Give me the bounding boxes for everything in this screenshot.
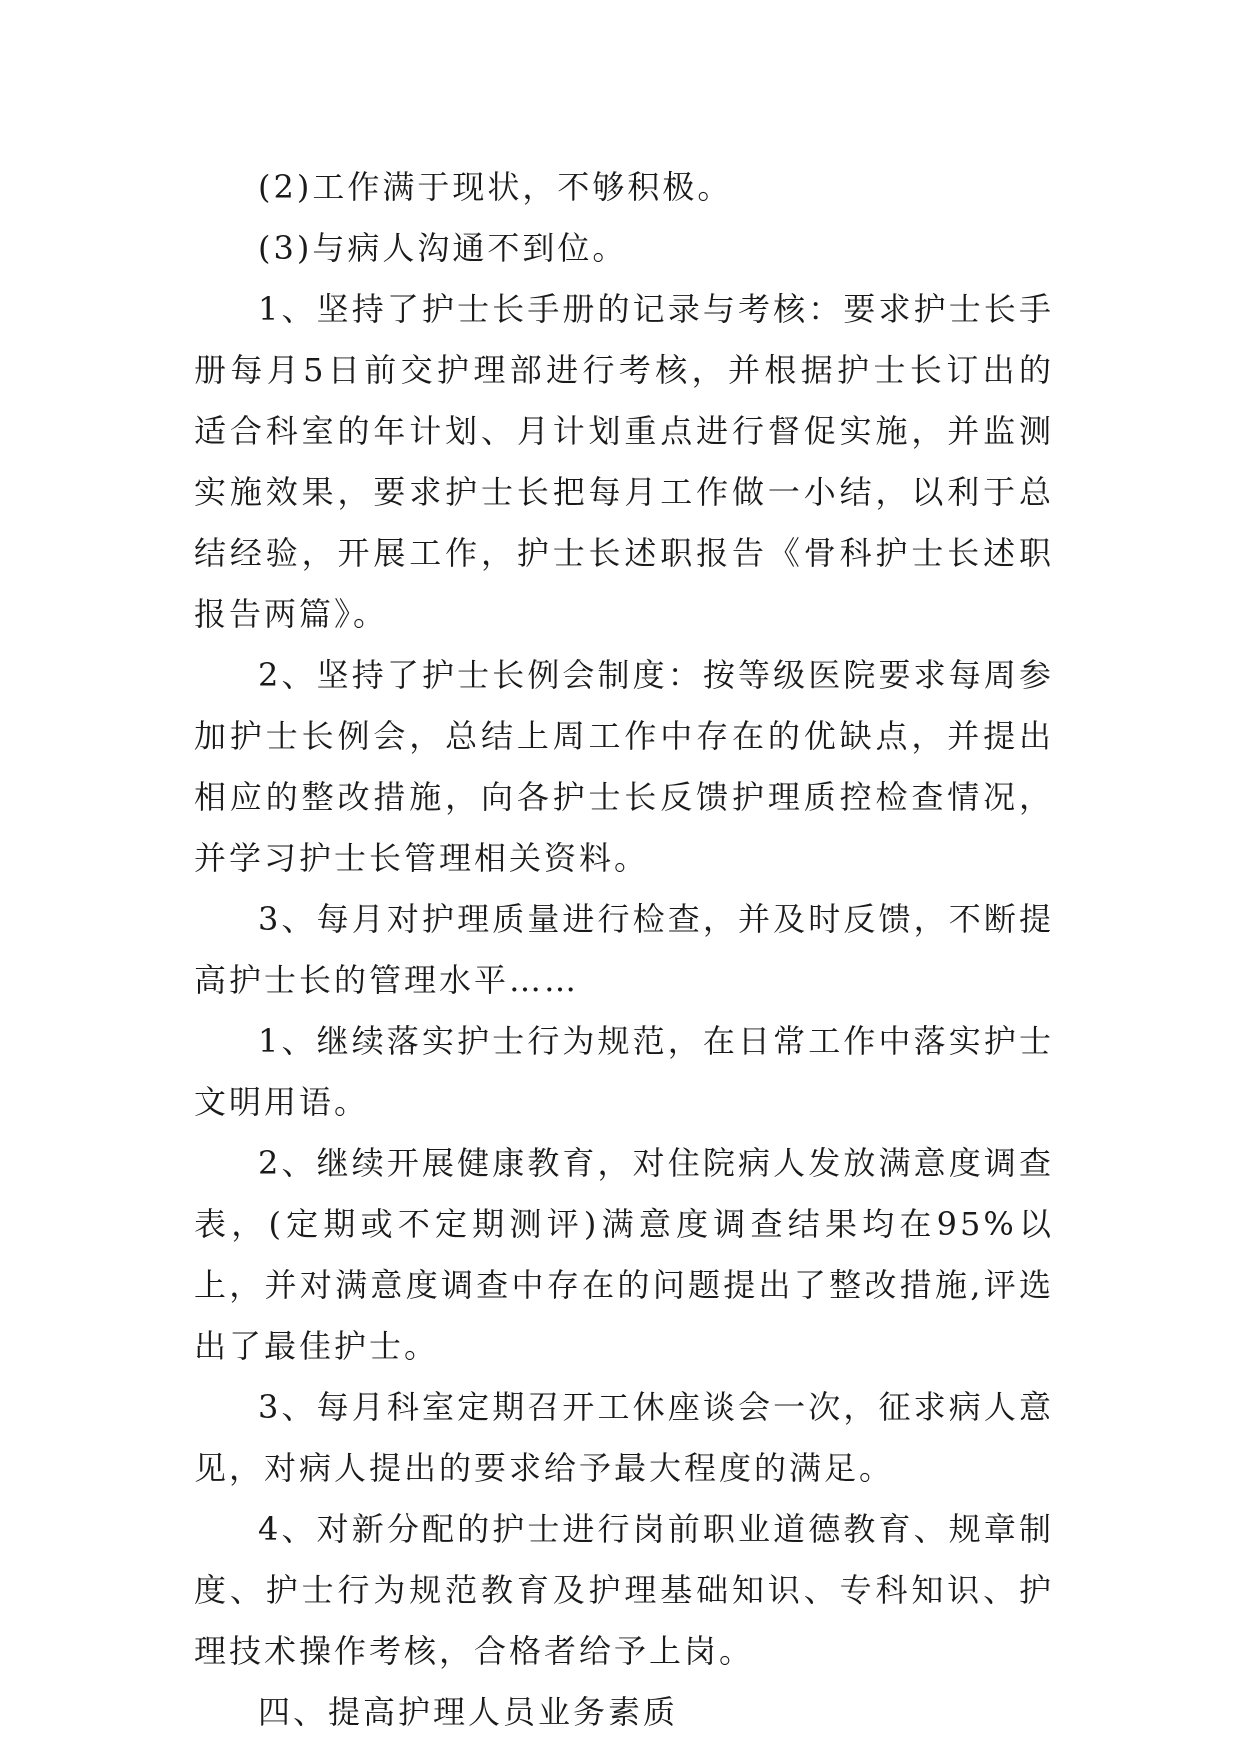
paragraph: 3、每月科室定期召开工休座谈会一次，征求病人意见，对病人提出的要求给予最大程度的满足。 bbox=[194, 1388, 1054, 1487]
paragraph: 1、坚持了护士长手册的记录与考核：要求护士长手册每月5日前交护理部进行考核，并根据护士长订出的适合科室的年计划、月计划重点进行督促实施，并监测实施效果，要求护士长把每月工作做一小结，以利于总结经验，开展工作，护士长述职报告《骨科护士长述职报告两篇》。 bbox=[194, 290, 1054, 633]
paragraph: 2、继续开展健康教育，对住院病人发放满意度调查表，(定期或不定期测评)满意度调查结果均在95%以上，并对满意度调查中存在的问题提出了整改措施,评选出了最佳护士。 bbox=[194, 1144, 1054, 1365]
paragraph: (2)工作满于现状，不够积极。 bbox=[258, 168, 733, 206]
paragraph: 3、每月对护理质量进行检查，并及时反馈，不断提高护士长的管理水平…… bbox=[194, 900, 1054, 999]
paragraph: 1、继续落实护士行为规范，在日常工作中落实护士文明用语。 bbox=[194, 1022, 1054, 1121]
paragraph: (3)与病人沟通不到位。 bbox=[258, 229, 628, 267]
document-body bbox=[194, 157, 1054, 1743]
section-heading: 四、提高护理人员业务素质 bbox=[258, 1693, 679, 1731]
paragraph: 2、坚持了护士长例会制度：按等级医院要求每周参加护士长例会，总结上周工作中存在的优缺点，并提出相应的整改措施，向各护士长反馈护理质控检查情况，并学习护士长管理相关资料。 bbox=[194, 656, 1054, 877]
paragraph: 4、对新分配的护士进行岗前职业道德教育、规章制度、护士行为规范教育及护理基础知识、专科知识、护理技术操作考核，合格者给予上岗。 bbox=[194, 1510, 1054, 1670]
